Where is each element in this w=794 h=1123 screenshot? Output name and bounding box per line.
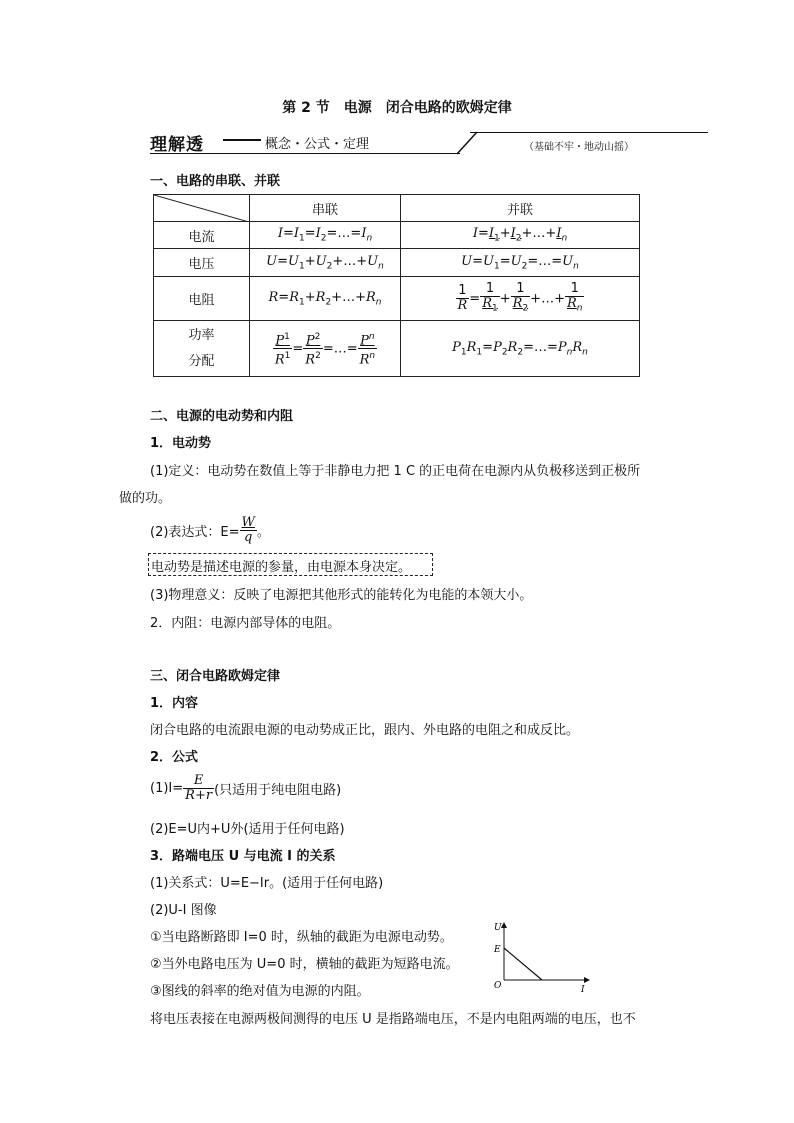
table-row-voltage [154,249,640,277]
diagonal-line [154,195,249,222]
emf-meaning: (3)物理意义：反映了电源把其他形式的能转化为电能的本领大小。 [150,588,533,603]
f1-numerator: E [183,774,214,789]
series-power: $\frac{P^1}{R^1}$ = $\frac{P^2}{R^2}$ =…= $\frac{P^n}{R^n}$ [250,321,401,377]
parallel-voltage: $U=U_1=U_2=\dots=U_n$ [401,249,640,277]
series-voltage: $U=U_1+U_2+\dots+U_n$ [250,249,401,277]
banner-overline [470,132,708,133]
series-current: $I=I_1=I_2=\dots=I_n$ [250,222,401,249]
origin-label: O [494,981,502,991]
y-axis-label: U [494,923,502,933]
header-series: 串联 [250,195,401,222]
emf-definition-line1: (1)定义：电动势在数值上等于非静电力把 1 C 的正电荷在电源内从负极移送到正极所 [150,464,641,479]
page-title: 第 2 节 电源 闭合电路的欧姆定律 [282,100,512,116]
point-2: ②当外电路电压为 U=0 时，横轴的截距为短路电流。 [150,957,459,972]
series-parallel-table [153,194,640,377]
row-label: 电流 [154,222,250,249]
internal-resistance: 2．内阻：电源内部导体的电阻。 [150,616,341,631]
parallel-resistance: $\frac{1}{R}$ = $\frac{1}{R_1}$ + $\frac{1}{R_2}$ +…+ $\frac{1}{R_n}$ [401,277,640,321]
expr-numerator: W [241,515,255,530]
row-label [154,321,250,377]
formula-subheading: 2．公式 [150,750,199,765]
parallel-power: $P_1R_1=P_2R_2=\dots=P_nR_n$ [401,321,640,377]
expr-fraction [240,516,257,545]
graph-line [504,948,542,980]
emf-note: 电动势是描述电源的参量，由电源本身决定。 [151,560,412,575]
content-subheading: 1．内容 [150,696,199,711]
f1-denominator: R+r [185,788,213,803]
header-parallel: 并联 [401,195,640,222]
row-label-line1: 功率 [188,327,215,343]
ui-graph [488,918,598,994]
banner-note: （基础不牢・地动山摇） [524,142,634,153]
formula-2: (2)E=U内+U外(适用于任何电路) [150,822,345,837]
table-row-resistance [154,277,640,321]
x-axis-label: I [581,985,585,994]
terminal-voltage-subheading: 3．路端电压 U 与电流 I 的关系 [150,849,336,864]
row-label-line2: 分配 [188,353,215,369]
emf-expression [150,516,270,545]
banner-subtitle: 概念・公式・定理 [265,137,370,152]
table-corner-cell [154,195,250,222]
banner-dash [223,139,261,141]
expr-suffix: 。 [256,525,270,540]
emf-definition-line2: 做的功。 [119,491,172,506]
series-resistance: $R=R_1+R_2+\dots+R_n$ [250,277,401,321]
row-label: 电阻 [154,277,250,321]
section3-heading: 三、闭合电路欧姆定律 [150,669,281,684]
formula-1 [150,774,341,803]
section1-heading: 一、电路的串联、并联 [150,174,281,189]
f1-note: (只适用于纯电阻电路) [214,783,342,798]
point-1: ①当电路断路即 I=0 时，纵轴的截距为电源电动势。 [150,930,453,945]
point-3: ③图线的斜率的绝对值为电源的内阻。 [150,984,370,999]
table-row-power [154,321,640,377]
ui-graph-heading: (2)U-I 图像 [150,903,217,918]
x-axis-arrow [584,977,590,983]
row-label: 电压 [154,249,250,277]
e-label: E [494,945,501,955]
law-content: 闭合电路的电流跟电源的电动势成正比，跟内、外电路的电阻之和成反比。 [150,723,580,738]
banner-title: 理解透 [150,135,204,155]
expr-prefix: (2)表达式：E= [150,525,240,540]
y-axis-arrow [501,922,507,928]
last-line: 将电压表接在电源两极间测得的电压 U 是指路端电压，不是内电阻两端的电压，也不 [150,1012,636,1027]
emf-subheading: 1．电动势 [150,436,212,451]
parallel-current: $I=I_1+I_2+\dots+I_n$ [401,222,640,249]
relation: (1)关系式：U=E−Ir。(适用于任何电路) [150,876,384,891]
f1-fraction [183,774,214,803]
f1-prefix: (1)I= [150,781,184,796]
banner-slash [455,131,479,155]
section2-heading: 二、电源的电动势和内阻 [150,409,294,424]
banner-underline [150,153,460,154]
table-row-current [154,222,640,249]
expr-denominator: q [244,530,253,545]
